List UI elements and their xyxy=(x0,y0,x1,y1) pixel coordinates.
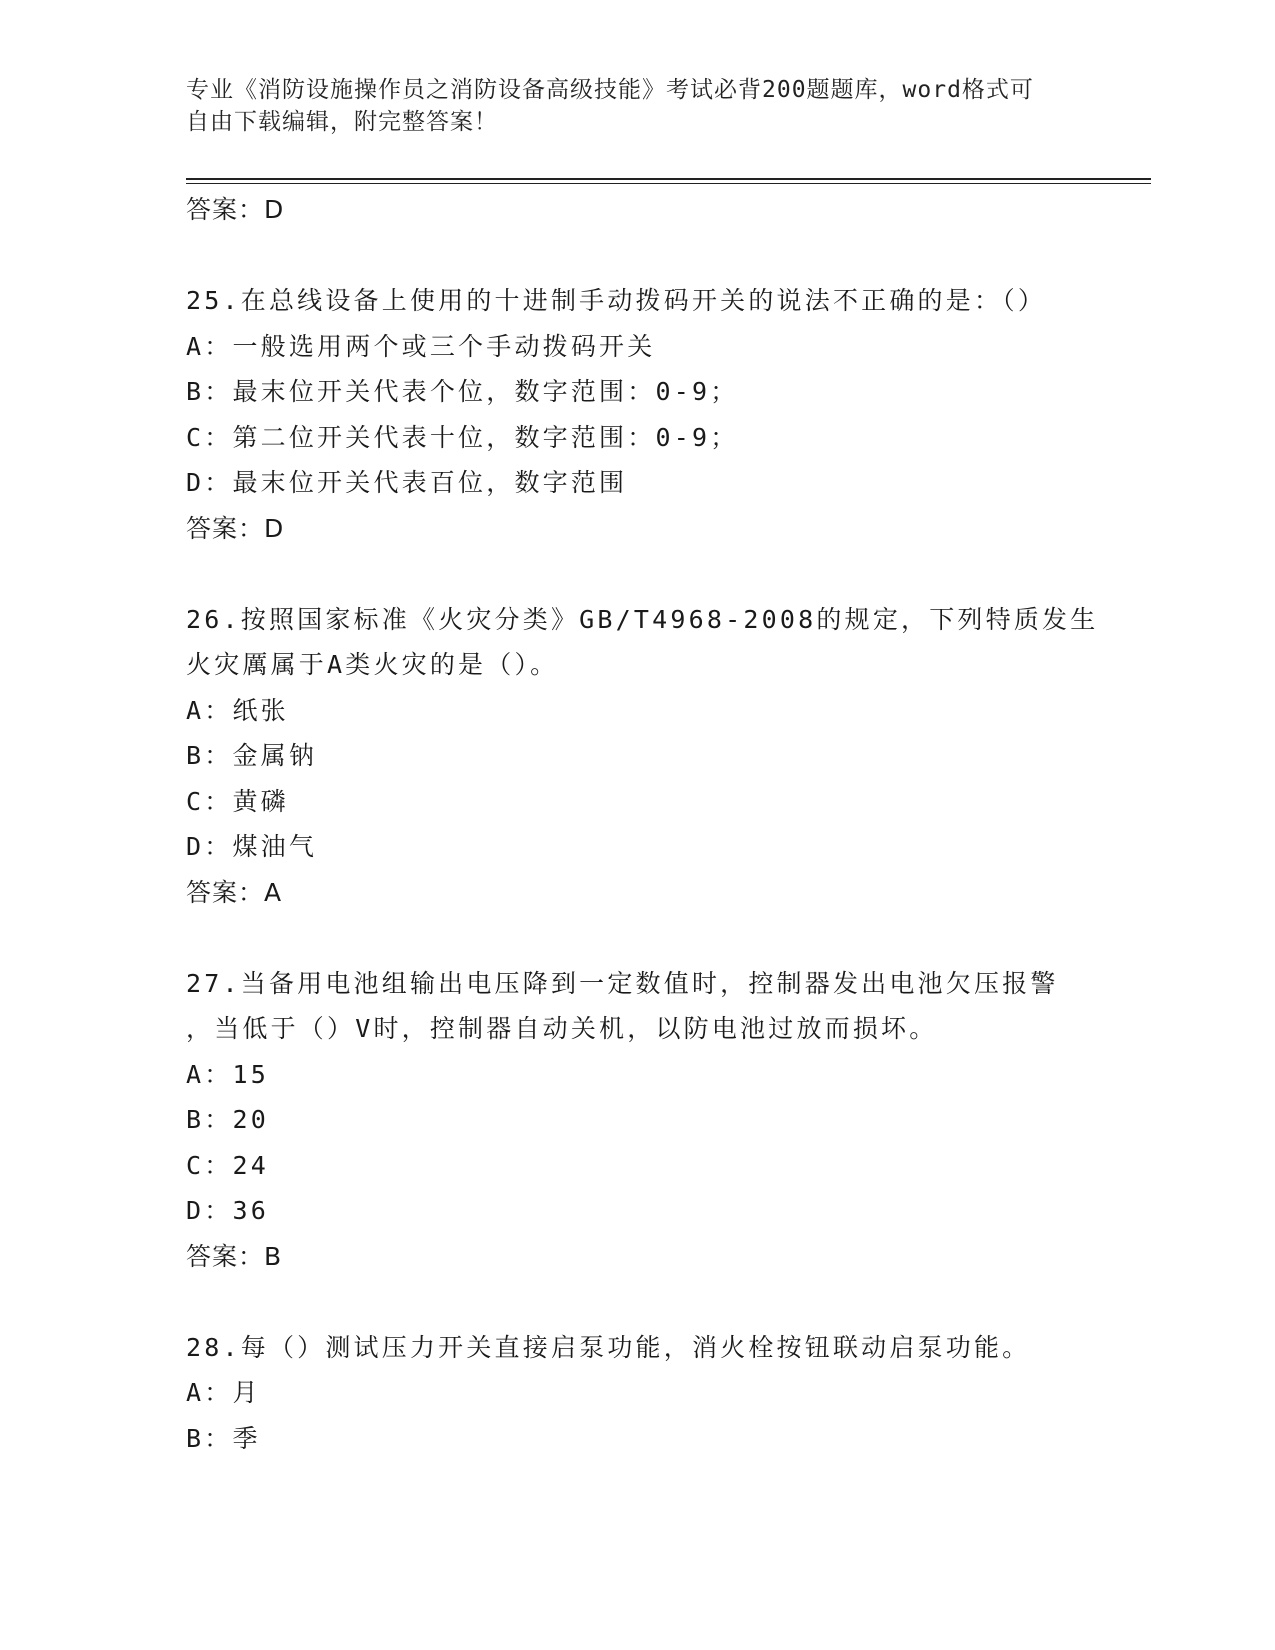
document-page xyxy=(186,0,1151,1650)
question-list xyxy=(186,187,1151,1461)
header-divider-thick xyxy=(186,178,1151,180)
answer-line: 答案：B xyxy=(186,1241,283,1271)
question-text-continued: 火灾厲属于A类火灾的是（）。 xyxy=(186,650,559,679)
answer-line: 答案：D xyxy=(186,513,285,543)
option-b: B：季 xyxy=(186,1423,261,1453)
option-a: A：月 xyxy=(186,1378,261,1407)
question-text: 27.当备用电池组输出电压降到一定数值时，控制器发出电池欠压报警 xyxy=(186,968,1059,998)
option-a: A：15 xyxy=(186,1059,269,1089)
spacer xyxy=(186,915,1151,961)
question-text: 28.每（）测试压力开关直接启泵功能，消火栓按钮联动启泵功能。 xyxy=(186,1332,1031,1362)
option-d: D：36 xyxy=(186,1196,269,1225)
answer-line: 答案：A xyxy=(186,877,283,907)
option-d: D：煤油气 xyxy=(186,832,318,861)
option-a: A：一般选用两个或三个手动拨码开关 xyxy=(186,331,656,361)
option-a: A：纸张 xyxy=(186,695,289,725)
header-line-2: 自由下载编辑，附完整答案！ xyxy=(186,109,498,135)
spacer xyxy=(186,1279,1151,1325)
question-block xyxy=(186,961,1151,1280)
question-block xyxy=(186,278,1151,551)
option-d: D：最末位开关代表百位，数字范围 xyxy=(186,468,628,497)
header-line-1: 专业《消防设施操作员之消防设备高级技能》考试必背200题题库，word格式可 xyxy=(186,77,1034,103)
option-b: B：最末位开关代表个位，数字范围：0-9； xyxy=(186,377,739,406)
question-block xyxy=(186,597,1151,916)
question-block xyxy=(186,1325,1151,1462)
option-b: B：20 xyxy=(186,1105,269,1134)
option-c: C：黄磷 xyxy=(186,786,289,816)
option-c: C：第二位开关代表十位，数字范围：0-9； xyxy=(186,422,739,452)
answer-line: 答案：D xyxy=(186,195,285,224)
question-text: 25.在总线设备上使用的十进制手动拨码开关的说法不正确的是：（） xyxy=(186,286,1047,315)
question-text: 26.按照国家标准《火灾分类》GB/T4968-2008的规定，下列特质发生 xyxy=(186,604,1099,634)
option-c: C：24 xyxy=(186,1150,269,1180)
spacer xyxy=(186,233,1151,279)
question-text-continued: ，当低于（）V时，控制器自动关机，以防电池过放而损坏。 xyxy=(186,1014,938,1043)
option-b: B：金属钠 xyxy=(186,741,318,770)
header-divider-thin xyxy=(186,183,1151,184)
document-header xyxy=(186,74,1066,138)
spacer xyxy=(186,551,1151,597)
